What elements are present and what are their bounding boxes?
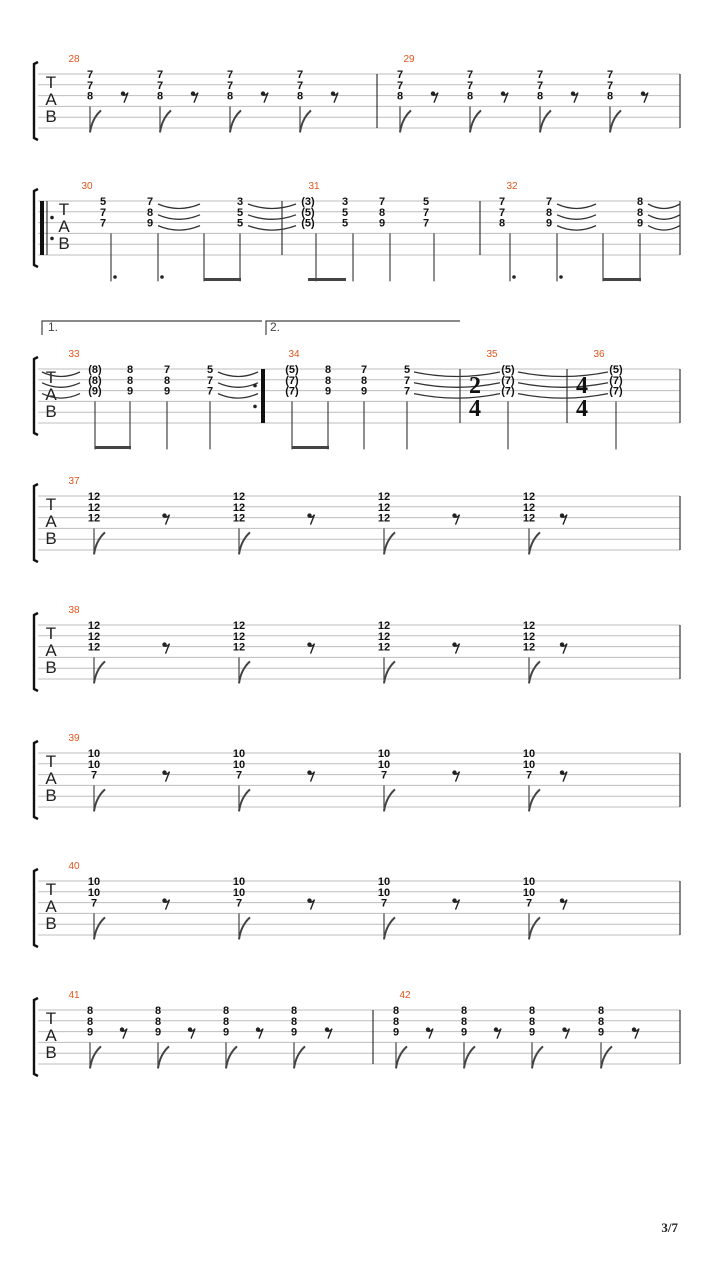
repeat-end-thick [261, 369, 265, 423]
eighth-rest-icon [452, 513, 459, 524]
note-beam [308, 278, 346, 281]
repeat-start-thick [40, 201, 44, 255]
fret-number: 8 [222, 1005, 230, 1017]
tie-arc [414, 372, 500, 377]
tie-arc [248, 204, 296, 209]
fret-number: 12 [377, 630, 391, 643]
fret-number: 7 [86, 79, 94, 92]
tab-system [38, 74, 680, 128]
fret-number: 7 [90, 897, 98, 910]
fret-number: 8 [466, 90, 474, 103]
tab-clef-a: A [45, 897, 57, 916]
fret-number: (9) [88, 385, 102, 398]
fret-number: 12 [232, 620, 246, 632]
tab-clef-a: A [45, 769, 57, 788]
fret-number: (8) [88, 374, 102, 387]
tab-clef-a: A [45, 385, 57, 404]
fret-number: 10 [87, 886, 101, 899]
measure-number: 36 [593, 349, 605, 360]
dot-icon [50, 237, 54, 241]
eighth-rest-icon [307, 513, 314, 524]
fret-number: 10 [232, 758, 246, 771]
fret-number: 9 [392, 1026, 400, 1039]
fret-number: 7 [296, 79, 304, 92]
fret-number: 8 [460, 1005, 468, 1017]
tab-system [38, 753, 680, 807]
fret-number: 7 [235, 897, 243, 910]
fret-number: 7 [226, 69, 234, 81]
fret-number: 8 [226, 90, 234, 103]
fret-number: 7 [525, 897, 533, 910]
fret-number: (8) [88, 364, 102, 376]
fret-number: 12 [232, 630, 246, 643]
tie-arc [158, 215, 200, 220]
fret-number: 10 [522, 758, 536, 771]
eighth-rest-icon [307, 642, 314, 653]
fret-number: 7 [156, 79, 164, 92]
eighth-rest-icon [162, 513, 169, 524]
fret-number: 8 [324, 364, 332, 376]
fret-number: 7 [396, 69, 404, 81]
tab-clef-a: A [45, 90, 57, 109]
eighth-rest-icon [641, 91, 648, 102]
fret-number: 7 [226, 79, 234, 92]
fret-number: 10 [232, 886, 246, 899]
tab-clef-t: T [45, 752, 57, 771]
fret-number: 9 [545, 217, 553, 230]
fret-number: 8 [154, 1005, 162, 1017]
measure-number: 34 [288, 349, 300, 360]
fret-number: 7 [466, 79, 474, 92]
measure-number: 42 [399, 990, 411, 1001]
eighth-rest-icon [560, 898, 567, 909]
fret-number: 10 [87, 758, 101, 771]
fret-number: 9 [528, 1026, 536, 1039]
system-bracket [34, 357, 38, 435]
fret-number: 7 [99, 206, 107, 219]
fret-number: 8 [290, 1005, 298, 1017]
fret-number: 12 [522, 512, 536, 525]
fret-number: (7) [501, 385, 515, 398]
fret-number: 8 [86, 1015, 94, 1028]
fret-number: 5 [206, 364, 214, 376]
eighth-rest-icon [571, 91, 578, 102]
fret-number: 12 [522, 630, 536, 643]
tab-clef-t: T [45, 1009, 57, 1028]
eighth-rest-icon [331, 91, 338, 102]
fret-number: (7) [285, 374, 299, 387]
tie-arc [648, 215, 680, 220]
fret-number: 12 [87, 630, 101, 643]
note-beam [95, 446, 131, 449]
eighth-rest-icon [191, 91, 198, 102]
eighth-rest-icon [494, 1027, 501, 1038]
fret-number: 12 [377, 512, 391, 525]
fret-number: 8 [460, 1015, 468, 1028]
fret-number: 10 [522, 876, 536, 888]
tab-clef-a: A [45, 512, 57, 531]
fret-number: 8 [126, 364, 134, 376]
fret-number: 12 [87, 491, 101, 503]
fret-number: 12 [377, 491, 391, 503]
fret-number: 10 [87, 748, 101, 760]
tab-clef-b: B [45, 529, 57, 548]
tab-clef-t: T [45, 880, 57, 899]
eighth-rest-icon [501, 91, 508, 102]
fret-number: 8 [606, 90, 614, 103]
eighth-rest-icon [261, 91, 268, 102]
fret-number: 10 [377, 876, 391, 888]
tab-clef-b: B [45, 107, 57, 126]
fret-number: 9 [636, 217, 644, 230]
eighth-rest-icon [162, 898, 169, 909]
fret-number: 12 [377, 501, 391, 514]
tie-arc [518, 383, 608, 388]
fret-number: 9 [460, 1026, 468, 1039]
fret-number: (3) [301, 196, 315, 208]
fret-number: 9 [378, 217, 386, 230]
fret-number: 12 [522, 641, 536, 654]
eighth-rest-icon [121, 91, 128, 102]
volta-1-label: 1. [48, 320, 59, 334]
fret-number: 12 [232, 501, 246, 514]
fret-number: 8 [86, 90, 94, 103]
fret-number: 9 [290, 1026, 298, 1039]
tie-arc [557, 215, 596, 220]
tab-clef-a: A [45, 641, 57, 660]
tab-clef-t: T [58, 200, 70, 219]
fret-number: 10 [87, 876, 101, 888]
dot-icon [253, 405, 257, 409]
fret-number: 7 [206, 374, 214, 387]
system-bracket [34, 741, 38, 819]
measure-number: 31 [308, 181, 320, 192]
fret-number: 7 [606, 69, 614, 81]
fret-number: 7 [525, 769, 533, 782]
eighth-rest-icon [120, 1027, 127, 1038]
measure-number: 29 [403, 54, 415, 65]
measure-number: 28 [68, 54, 80, 65]
fret-number: 8 [392, 1015, 400, 1028]
eighth-rest-icon [452, 642, 459, 653]
eighth-rest-icon [188, 1027, 195, 1038]
fret-number: (7) [501, 374, 515, 387]
fret-number: 7 [498, 196, 506, 208]
fret-number: 8 [392, 1005, 400, 1017]
fret-number: 5 [422, 196, 430, 208]
fret-number: 7 [380, 897, 388, 910]
fret-number: 12 [522, 491, 536, 503]
eighth-rest-icon [452, 770, 459, 781]
fret-number: 10 [377, 886, 391, 899]
tie-arc [557, 226, 596, 231]
tab-clef-b: B [45, 402, 57, 421]
fret-number: 9 [222, 1026, 230, 1039]
fret-number: 8 [360, 374, 368, 387]
time-signature-top: 4 [576, 373, 588, 399]
measure-number: 30 [81, 181, 93, 192]
fret-number: 5 [341, 206, 349, 219]
dot-icon [253, 384, 257, 388]
fret-number: 5 [341, 217, 349, 230]
dot-icon [113, 275, 117, 279]
tie-arc [414, 383, 500, 388]
fret-number: 12 [87, 620, 101, 632]
eighth-rest-icon [307, 770, 314, 781]
fret-number: 8 [126, 374, 134, 387]
tie-arc [218, 383, 258, 388]
fret-number: (5) [501, 364, 515, 376]
fret-number: 8 [545, 206, 553, 219]
eighth-rest-icon [426, 1027, 433, 1038]
eighth-rest-icon [256, 1027, 263, 1038]
fret-number: 9 [86, 1026, 94, 1039]
fret-number: (5) [609, 364, 623, 376]
fret-number: 7 [403, 374, 411, 387]
fret-number: 8 [86, 1005, 94, 1017]
fret-number: 7 [146, 196, 154, 208]
fret-number: 8 [498, 217, 506, 230]
tab-clef-t: T [45, 368, 57, 387]
tab-system [38, 201, 680, 255]
tie-arc [158, 204, 200, 209]
system-bracket [34, 998, 38, 1076]
measure-number: 41 [68, 990, 80, 1001]
tab-clef-b: B [45, 914, 57, 933]
fret-number: 10 [522, 748, 536, 760]
tie-arc [218, 394, 258, 399]
fret-number: 7 [403, 385, 411, 398]
fret-number: 8 [636, 196, 644, 208]
fret-number: 10 [522, 886, 536, 899]
fret-number: 8 [396, 90, 404, 103]
fret-number: 5 [403, 364, 411, 376]
fret-number: 10 [377, 748, 391, 760]
fret-number: 7 [86, 69, 94, 81]
fret-number: 7 [396, 79, 404, 92]
fret-number: 7 [422, 217, 430, 230]
tie-arc [518, 394, 608, 399]
fret-number: 7 [606, 79, 614, 92]
volta-2-label: 2. [270, 320, 281, 334]
fret-number: 8 [222, 1015, 230, 1028]
fret-number: 12 [522, 501, 536, 514]
time-signature-top: 2 [469, 373, 481, 399]
fret-number: 8 [290, 1015, 298, 1028]
fret-number: 7 [536, 69, 544, 81]
fret-number: 10 [232, 748, 246, 760]
measure-number: 37 [68, 476, 80, 487]
tab-clef-a: A [58, 217, 70, 236]
page-number: 3/7 [661, 1220, 678, 1235]
tab-clef-t: T [45, 624, 57, 643]
tie-arc [648, 226, 680, 231]
fret-number: 7 [360, 364, 368, 376]
fret-number: 12 [87, 641, 101, 654]
tie-arc [218, 372, 258, 377]
tab-clef-b: B [45, 786, 57, 805]
measure-number: 40 [68, 861, 80, 872]
fret-number: 5 [236, 217, 244, 230]
fret-number: 8 [528, 1005, 536, 1017]
eighth-rest-icon [162, 642, 169, 653]
system-bracket [34, 484, 38, 562]
measure-number: 39 [68, 733, 80, 744]
fret-number: 8 [154, 1015, 162, 1028]
fret-number: 7 [466, 69, 474, 81]
note-beam [292, 446, 329, 449]
tab-clef-b: B [58, 234, 70, 253]
fret-number: 12 [377, 641, 391, 654]
tab-clef-t: T [45, 73, 57, 92]
fret-number: 8 [597, 1015, 605, 1028]
system-bracket [34, 613, 38, 691]
system-bracket [34, 189, 38, 267]
tab-system [38, 496, 680, 550]
fret-number: 7 [235, 769, 243, 782]
fret-number: 8 [146, 206, 154, 219]
fret-number: 7 [378, 196, 386, 208]
volta-1-bracket [42, 321, 262, 335]
fret-number: 8 [163, 374, 171, 387]
fret-number: 12 [377, 620, 391, 632]
fret-number: 10 [377, 758, 391, 771]
fret-number: 7 [163, 364, 171, 376]
tab-system [38, 881, 680, 935]
tie-arc [158, 226, 200, 231]
fret-number: 9 [126, 385, 134, 398]
dot-icon [50, 216, 54, 220]
fret-number: 12 [87, 512, 101, 525]
measure-number: 38 [68, 605, 80, 616]
fret-number: 12 [87, 501, 101, 514]
fret-number: 8 [597, 1005, 605, 1017]
fret-number: (7) [285, 385, 299, 398]
fret-number: 9 [154, 1026, 162, 1039]
fret-number: 9 [146, 217, 154, 230]
fret-number: 8 [324, 374, 332, 387]
fret-number: 8 [636, 206, 644, 219]
fret-number: 12 [232, 641, 246, 654]
system-bracket [34, 869, 38, 947]
tie-arc [414, 394, 500, 399]
fret-number: 8 [536, 90, 544, 103]
fret-number: 9 [360, 385, 368, 398]
fret-number: 12 [522, 620, 536, 632]
fret-number: 7 [498, 206, 506, 219]
system-bracket [34, 62, 38, 140]
eighth-rest-icon [632, 1027, 639, 1038]
eighth-rest-icon [307, 898, 314, 909]
note-beam [204, 278, 241, 281]
eighth-rest-icon [162, 770, 169, 781]
fret-number: 7 [206, 385, 214, 398]
tie-arc [648, 204, 680, 209]
fret-number: 7 [156, 69, 164, 81]
fret-number: 7 [545, 196, 553, 208]
fret-number: 12 [232, 491, 246, 503]
fret-number: (5) [301, 217, 315, 230]
measure-number: 35 [486, 349, 498, 360]
tie-arc [557, 204, 596, 209]
tie-arc [518, 372, 608, 377]
tie-arc [248, 226, 296, 231]
fret-number: 9 [163, 385, 171, 398]
fret-number: 10 [232, 876, 246, 888]
measure-number: 33 [68, 349, 80, 360]
fret-number: 5 [99, 196, 107, 208]
fret-number: 8 [378, 206, 386, 219]
eighth-rest-icon [560, 642, 567, 653]
fret-number: (5) [301, 206, 315, 219]
fret-number: 8 [528, 1015, 536, 1028]
tab-clef-a: A [45, 1026, 57, 1045]
fret-number: 7 [536, 79, 544, 92]
time-signature-bottom: 4 [469, 396, 481, 422]
tab-system [38, 1010, 680, 1064]
dot-icon [559, 275, 563, 279]
volta-2-bracket [266, 321, 460, 335]
eighth-rest-icon [562, 1027, 569, 1038]
fret-number: 7 [296, 69, 304, 81]
fret-number: 8 [156, 90, 164, 103]
note-beam [603, 278, 641, 281]
tab-clef-t: T [45, 495, 57, 514]
fret-number: 8 [296, 90, 304, 103]
fret-number: (5) [285, 364, 299, 376]
fret-number: (7) [609, 374, 623, 387]
tab-clef-b: B [45, 1043, 57, 1062]
tie-arc [248, 215, 296, 220]
dot-icon [512, 275, 516, 279]
eighth-rest-icon [431, 91, 438, 102]
fret-number: 7 [90, 769, 98, 782]
tab-clef-b: B [45, 658, 57, 677]
fret-number: 9 [324, 385, 332, 398]
fret-number: 7 [99, 217, 107, 230]
measure-number: 32 [506, 181, 518, 192]
time-signature-bottom: 4 [576, 396, 588, 422]
fret-number: 9 [597, 1026, 605, 1039]
fret-number: 3 [341, 196, 349, 208]
dot-icon [160, 275, 164, 279]
fret-number: 5 [236, 206, 244, 219]
tab-system [38, 625, 680, 679]
fret-number: 7 [422, 206, 430, 219]
fret-number: 3 [236, 196, 244, 208]
eighth-rest-icon [325, 1027, 332, 1038]
fret-number: 7 [380, 769, 388, 782]
eighth-rest-icon [560, 770, 567, 781]
eighth-rest-icon [560, 513, 567, 524]
fret-number: (7) [609, 385, 623, 398]
eighth-rest-icon [452, 898, 459, 909]
fret-number: 12 [232, 512, 246, 525]
